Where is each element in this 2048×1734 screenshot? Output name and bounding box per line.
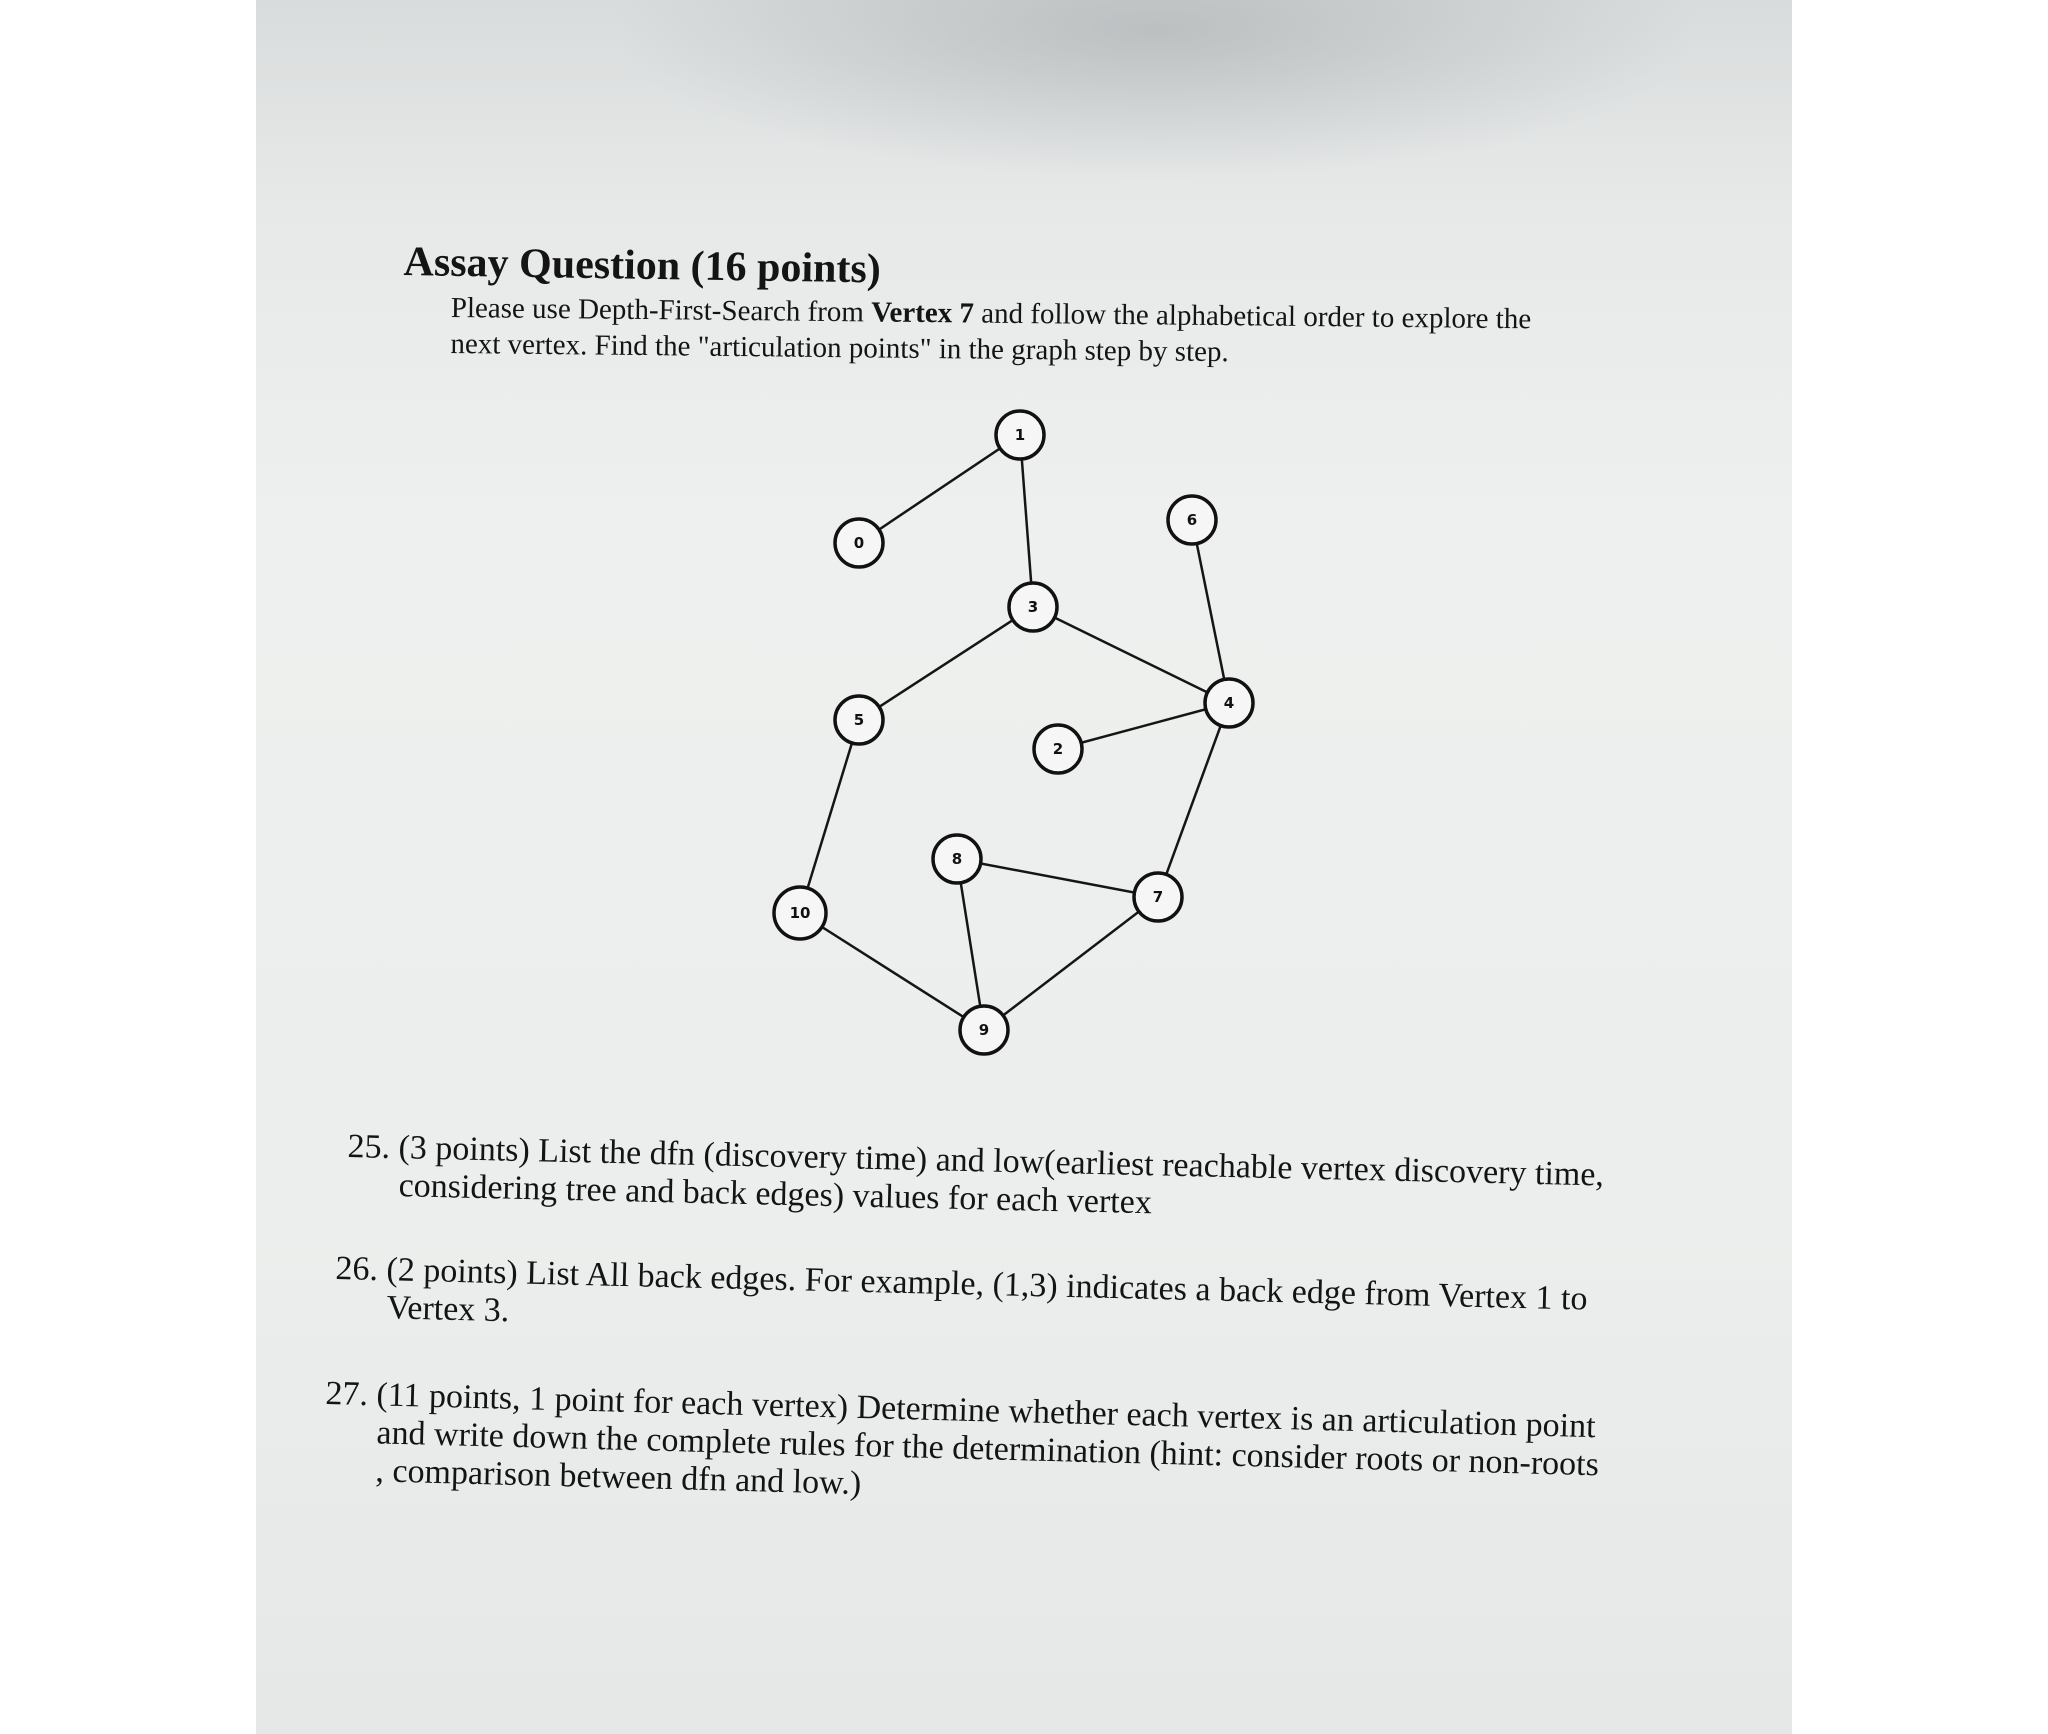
edge-2-4 xyxy=(1058,703,1229,749)
question-25-text: (3 points) List the dfn (discovery time) and low(earliest reachable vertex discovery time, considering tree and back edges) values for each vertex xyxy=(398,1129,1605,1222)
edge-4-7 xyxy=(1158,703,1229,897)
question-26-number: 26. xyxy=(335,1250,379,1289)
vertex-label: 3 xyxy=(1027,598,1039,616)
vertex-9 xyxy=(960,1006,1008,1054)
edge-5-10 xyxy=(800,720,859,913)
vertex-label: 0 xyxy=(853,534,865,552)
vertex-1 xyxy=(996,411,1044,459)
question-27-number: 27. xyxy=(325,1375,369,1414)
vertex-8 xyxy=(933,835,981,883)
edge-1-3 xyxy=(1020,435,1033,607)
vertex-6 xyxy=(1168,496,1216,544)
vertex-label: 6 xyxy=(1186,511,1198,529)
edge-0-1 xyxy=(859,435,1020,543)
vertex-5 xyxy=(835,696,883,744)
vertex-label: 4 xyxy=(1223,694,1235,712)
question-25-number: 25. xyxy=(347,1128,391,1166)
edge-8-9 xyxy=(957,859,984,1030)
edge-6-4 xyxy=(1192,520,1229,703)
instructions-start-vertex: Vertex 7 xyxy=(871,296,975,330)
edge-8-7 xyxy=(957,859,1158,897)
edge-3-5 xyxy=(859,607,1033,720)
vertex-label: 1 xyxy=(1014,426,1026,444)
vertex-label: 10 xyxy=(789,904,811,922)
paper-sheet xyxy=(256,0,1792,1734)
vertex-4 xyxy=(1205,679,1253,727)
vertex-0 xyxy=(835,519,883,567)
vertex-label: 2 xyxy=(1052,740,1064,758)
edge-10-9 xyxy=(800,913,984,1030)
vertex-label: 5 xyxy=(853,711,865,729)
question-title: Assay Question (16 points) xyxy=(403,238,882,293)
vertex-10 xyxy=(774,887,826,939)
vertex-label: 9 xyxy=(978,1021,990,1039)
question-26-text: (2 points) List All back edges. For example, (1,3) indicates a back edge from Vertex 1 to Vertex 3. xyxy=(386,1251,1588,1330)
vertex-7 xyxy=(1134,873,1182,921)
edge-3-4 xyxy=(1033,607,1229,703)
instructions-part-1: Please use Depth-First-Search from xyxy=(450,291,872,329)
vertex-2 xyxy=(1034,725,1082,773)
question-27-text: (11 points, 1 point for each vertex) Determine whether each vertex is an articulation point and write down the complete rules for the determination (hint: consider roots or non-roots , comparison between dfn and low.) xyxy=(375,1376,1600,1503)
vertex-label: 7 xyxy=(1152,888,1164,906)
vertex-3 xyxy=(1009,583,1057,631)
edge-9-7 xyxy=(984,897,1158,1030)
vertex-label: 8 xyxy=(951,850,963,868)
instructions-part-2: and follow the alphabetical order to explore the next vertex. Find the "articulation points" in the graph step by step. xyxy=(450,297,1532,369)
